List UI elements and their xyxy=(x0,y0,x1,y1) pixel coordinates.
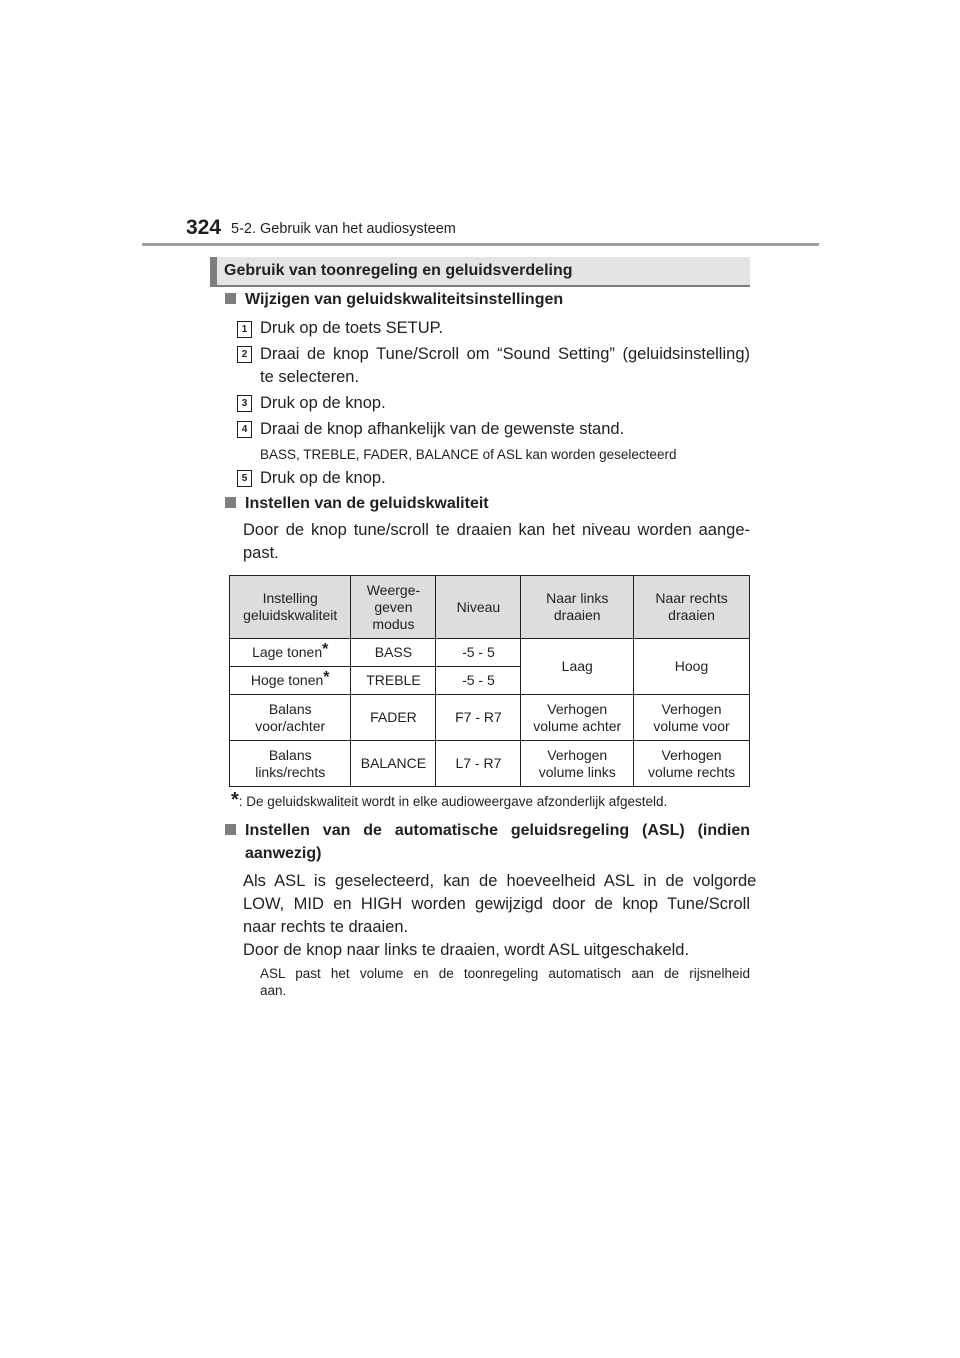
cell-level: -5 - 5 xyxy=(436,667,521,695)
table-row xyxy=(230,741,750,787)
col-header-level: Niveau xyxy=(436,576,521,639)
cell-mode: TREBLE xyxy=(351,667,436,695)
cell-setting: Balans links/rechts xyxy=(230,741,351,787)
block2-heading xyxy=(225,495,489,513)
block2-line2: past. xyxy=(243,544,279,562)
block3-heading-line2: aanwezig) xyxy=(245,845,322,862)
block2-heading-text: Instellen van de geluidskwaliteit xyxy=(245,495,489,512)
block1-heading xyxy=(225,291,563,309)
section-underline xyxy=(210,285,750,287)
cell-level: L7 - R7 xyxy=(436,741,521,787)
step-5-text: Druk op de knop. xyxy=(260,469,386,487)
block3-line4: Door de knop naar links te draaien, wordt ASL uitgeschakeld. xyxy=(243,941,690,959)
step-badge-1: 1 xyxy=(237,321,252,338)
block3-heading xyxy=(225,822,750,840)
square-bullet-icon xyxy=(225,293,236,304)
step-2-line2: te selecteren. xyxy=(260,368,360,386)
section-accent xyxy=(210,257,217,285)
cell-mode: BASS xyxy=(351,639,436,667)
step-4-text: Draai de knop afhankelijk van de gewenste stand. xyxy=(260,420,625,438)
cell-mode: FADER xyxy=(351,695,436,741)
sound-quality-table xyxy=(229,575,750,787)
cell-setting: Lage tonen* xyxy=(230,639,351,667)
block3-line3: naar rechts te draaien. xyxy=(243,918,409,936)
cell-left: Verhogen volume achter xyxy=(521,695,634,741)
step-4-note: BASS, TREBLE, FADER, BALANCE of ASL kan worden geselecteerd xyxy=(260,447,677,462)
page-number: 324 xyxy=(186,216,222,239)
step-2-line1: Draai de knop Tune/Scroll om “Sound Setting” (geluidsinstelling) xyxy=(260,345,750,363)
block3-note-line1: ASL past het volume en de toonregeling automatisch aan de rijsnelheid xyxy=(260,966,750,981)
footnote-mark: * xyxy=(231,789,239,811)
step-badge-2: 2 xyxy=(237,346,252,363)
table-header-row xyxy=(230,576,750,639)
col-header-setting: Instelling geluidskwaliteit xyxy=(230,576,351,639)
block3-heading-line1: Instellen van de automatische geluidsregeling (ASL) (indien xyxy=(245,822,750,839)
cell-level: F7 - R7 xyxy=(436,695,521,741)
step-3-text: Druk op de knop. xyxy=(260,394,386,412)
section-header xyxy=(210,257,750,285)
cell-mode: BALANCE xyxy=(351,741,436,787)
col-header-right: Naar rechts draaien xyxy=(634,576,750,639)
col-header-mode: Weerge- geven modus xyxy=(351,576,436,639)
cell-right: Verhogen volume rechts xyxy=(634,741,750,787)
block1-heading-text: Wijzigen van geluidskwaliteitsinstellingen xyxy=(245,291,564,308)
square-bullet-icon xyxy=(225,824,236,835)
block3-line1: Als ASL is geselecteerd, kan de hoeveelheid ASL in de volgorde xyxy=(243,872,757,890)
col-header-left: Naar links draaien xyxy=(521,576,634,639)
block3-note-line2: aan. xyxy=(260,983,287,998)
section-title: Gebruik van toonregeling en geluidsverdeling xyxy=(224,262,573,279)
cell-setting: Hoge tonen* xyxy=(230,667,351,695)
table-footnote xyxy=(231,789,668,811)
cell-left: Laag xyxy=(521,639,634,695)
step-badge-4: 4 xyxy=(237,421,252,438)
footnote-text: : De geluidskwaliteit wordt in elke audioweergave afzonderlijk afgesteld. xyxy=(238,794,668,809)
table-row xyxy=(230,695,750,741)
chapter-title: 5-2. Gebruik van het audiosysteem xyxy=(231,221,456,237)
cell-left: Verhogen volume links xyxy=(521,741,634,787)
header-divider xyxy=(142,243,819,246)
table-row xyxy=(230,639,750,667)
block2-line1: Door de knop tune/scroll te draaien kan het niveau worden aange- xyxy=(243,521,750,539)
cell-right: Hoog xyxy=(634,639,750,695)
square-bullet-icon xyxy=(225,497,236,508)
cell-right: Verhogen volume voor xyxy=(634,695,750,741)
step-badge-3: 3 xyxy=(237,395,252,412)
block3-line2: LOW, MID en HIGH worden gewijzigd door de knop Tune/Scroll xyxy=(243,895,750,913)
cell-level: -5 - 5 xyxy=(436,639,521,667)
step-1-text: Druk op de toets SETUP. xyxy=(260,319,444,337)
step-badge-5: 5 xyxy=(237,470,252,487)
cell-setting: Balans voor/achter xyxy=(230,695,351,741)
